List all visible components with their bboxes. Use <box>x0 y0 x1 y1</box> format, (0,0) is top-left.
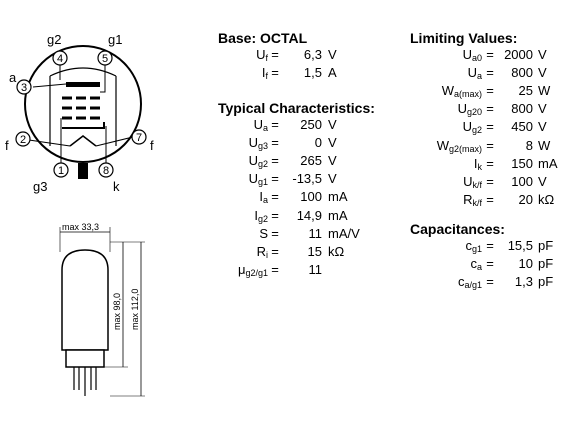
dim-width-label: max 33,3 <box>62 222 100 232</box>
capacitances-row <box>410 274 570 290</box>
param-symbol: $U_{a0}$ <box>462 47 482 63</box>
limiting-row <box>410 156 570 172</box>
limiting-section <box>410 30 570 210</box>
equals-sign: = <box>271 243 279 259</box>
param-symbol: $W_{g2(max)}$ <box>436 137 482 154</box>
equals-sign: = <box>271 153 279 169</box>
param-unit: mA <box>328 207 348 223</box>
limiting-row <box>410 119 570 135</box>
param-value: 8 <box>525 137 533 153</box>
cathode <box>62 122 104 128</box>
param-unit: V <box>328 153 337 169</box>
param-value: 6,3 <box>303 47 322 62</box>
label-k: k <box>113 179 120 194</box>
param-value: 20 <box>518 191 533 207</box>
param-symbol: $c_{a/g1}$ <box>457 274 482 291</box>
label-f-left: f <box>5 138 9 153</box>
param-symbol: S <box>259 225 268 241</box>
param-unit: W <box>538 137 551 153</box>
limiting-row <box>410 83 570 99</box>
param-value: 265 <box>300 153 322 169</box>
equals-sign: = <box>271 135 279 151</box>
base-circle <box>25 46 141 162</box>
param-symbol: $c_a$ <box>470 256 482 273</box>
equals-sign: = <box>486 137 494 153</box>
equals-sign: = <box>486 101 494 117</box>
param-symbol: $U_{g20}$ <box>457 101 482 118</box>
param-symbol: $U_f$ <box>256 47 268 63</box>
equals-sign: = <box>271 225 279 241</box>
bulb-outline <box>62 250 108 350</box>
param-value: 11 <box>308 261 322 277</box>
param-unit: pF <box>538 274 554 290</box>
param-unit: A <box>328 65 337 81</box>
base-heading: Base: OCTAL <box>218 30 308 46</box>
base-pins <box>74 367 96 396</box>
equals-sign: = <box>271 47 279 62</box>
param-unit: mA <box>328 189 348 205</box>
param-symbol: $U_{g2}$ <box>248 153 268 170</box>
limiting-row <box>410 138 570 154</box>
label-a: a <box>9 70 17 85</box>
param-unit: V <box>538 47 547 62</box>
typical-row <box>218 262 388 278</box>
equals-sign: = <box>271 65 279 81</box>
param-symbol: $U_{g1}$ <box>248 171 268 188</box>
typical-row <box>218 153 388 169</box>
base-row <box>218 47 378 63</box>
param-symbol: $U_a$ <box>253 117 268 133</box>
param-value: 800 <box>511 101 533 117</box>
pin-number-2: 2 <box>19 134 27 146</box>
param-symbol: $I_f$ <box>261 65 268 82</box>
pinout-diagram <box>0 0 160 200</box>
typical-row <box>218 208 388 224</box>
param-unit: mA/V <box>328 225 360 241</box>
param-value: -13,5 <box>292 171 322 187</box>
param-value: 1,5 <box>303 65 322 81</box>
equals-sign: = <box>271 189 279 205</box>
param-symbol: $I_a$ <box>259 189 268 206</box>
param-unit: V <box>538 65 547 81</box>
equals-sign: = <box>271 207 279 223</box>
param-value: 100 <box>511 173 533 189</box>
pin-number-1: 1 <box>57 165 65 177</box>
param-unit: V <box>328 117 337 132</box>
param-unit: V <box>328 47 337 62</box>
param-value: 10 <box>518 256 533 272</box>
param-unit: pF <box>538 238 554 253</box>
param-symbol: $R_{k/f}$ <box>463 191 482 208</box>
typical-row <box>218 226 388 242</box>
param-unit: V <box>538 101 547 117</box>
pin-wires <box>29 58 137 170</box>
typical-heading: Typical Characteristics: <box>218 100 375 116</box>
param-value: 150 <box>511 155 533 171</box>
param-unit: V <box>538 119 547 135</box>
param-value: 250 <box>300 117 322 132</box>
param-value: 450 <box>511 119 533 135</box>
label-g2: g2 <box>47 32 62 47</box>
label-f-right: f <box>150 138 154 153</box>
tube-outline-drawing <box>0 222 180 422</box>
typical-row <box>218 117 388 133</box>
param-value: 14,9 <box>296 207 322 223</box>
dim-outer-label: max 112,0 <box>130 288 140 330</box>
param-value: 11 <box>308 225 322 241</box>
equals-sign: = <box>486 238 494 253</box>
param-value: 800 <box>511 65 533 81</box>
param-value: 100 <box>300 189 322 205</box>
base-shell <box>66 350 104 367</box>
param-value: 1,3 <box>514 274 533 290</box>
capacitances-heading: Capacitances: <box>410 221 505 237</box>
pin-number-3: 3 <box>20 82 28 94</box>
param-symbol: $W_{a(max)}$ <box>441 83 482 100</box>
param-value: 25 <box>518 83 533 99</box>
base-section <box>218 30 378 90</box>
equals-sign: = <box>486 47 494 62</box>
param-symbol: $I_k$ <box>473 155 482 172</box>
param-unit: mA <box>538 155 558 171</box>
limiting-heading: Limiting Values: <box>410 30 518 46</box>
pin-number-4: 4 <box>56 53 64 65</box>
dim-inner-label: max 98,0 <box>112 292 122 330</box>
equals-sign: = <box>486 256 494 272</box>
param-value: 0 <box>314 135 322 151</box>
param-unit: kΩ <box>328 243 345 259</box>
param-value: 15,5 <box>507 238 533 253</box>
limiting-row <box>410 174 570 190</box>
param-unit: pF <box>538 256 554 272</box>
param-unit: V <box>328 171 337 187</box>
param-unit: V <box>538 173 547 189</box>
base-row <box>218 65 378 81</box>
param-unit: W <box>538 83 551 99</box>
limiting-row <box>410 192 570 208</box>
label-g3: g3 <box>33 179 48 194</box>
param-symbol: $R_i$ <box>256 243 268 260</box>
param-value: 2000 <box>504 47 533 62</box>
equals-sign: = <box>486 274 494 290</box>
base-key <box>78 163 88 179</box>
param-symbol: $c_{g1}$ <box>465 238 482 254</box>
equals-sign: = <box>486 173 494 189</box>
capacitances-section <box>410 221 570 301</box>
param-symbol: $U_{g3}$ <box>248 135 268 152</box>
typical-section <box>218 100 388 280</box>
equals-sign: = <box>486 65 494 81</box>
param-symbol: $U_{g2}$ <box>462 119 482 136</box>
param-symbol: $\mu_{g2/g1}$ <box>237 261 268 278</box>
limiting-row <box>410 101 570 117</box>
param-unit: kΩ <box>538 191 555 207</box>
typical-row <box>218 135 388 151</box>
grid-lines <box>62 98 100 118</box>
param-symbol: $U_{k/f}$ <box>463 173 482 190</box>
param-value: 15 <box>307 243 322 259</box>
typical-row <box>218 171 388 187</box>
equals-sign: = <box>271 117 279 132</box>
param-unit: V <box>328 135 337 151</box>
label-g1: g1 <box>108 32 123 47</box>
equals-sign: = <box>271 171 279 187</box>
anode-plate <box>66 82 100 87</box>
capacitances-row <box>410 256 570 272</box>
equals-sign: = <box>486 191 494 207</box>
equals-sign: = <box>486 83 494 99</box>
pin-number-8: 8 <box>102 165 110 177</box>
pin-number-5: 5 <box>101 53 109 65</box>
typical-row <box>218 244 388 260</box>
param-symbol: $I_{g2}$ <box>254 207 268 224</box>
pin-number-7: 7 <box>135 132 143 144</box>
limiting-row <box>410 65 570 81</box>
equals-sign: = <box>271 261 279 277</box>
equals-sign: = <box>486 119 494 135</box>
limiting-row <box>410 47 570 63</box>
typical-row <box>218 189 388 205</box>
heater <box>70 136 96 146</box>
capacitances-row <box>410 238 570 254</box>
param-symbol: $U_a$ <box>467 65 482 82</box>
equals-sign: = <box>486 155 494 171</box>
